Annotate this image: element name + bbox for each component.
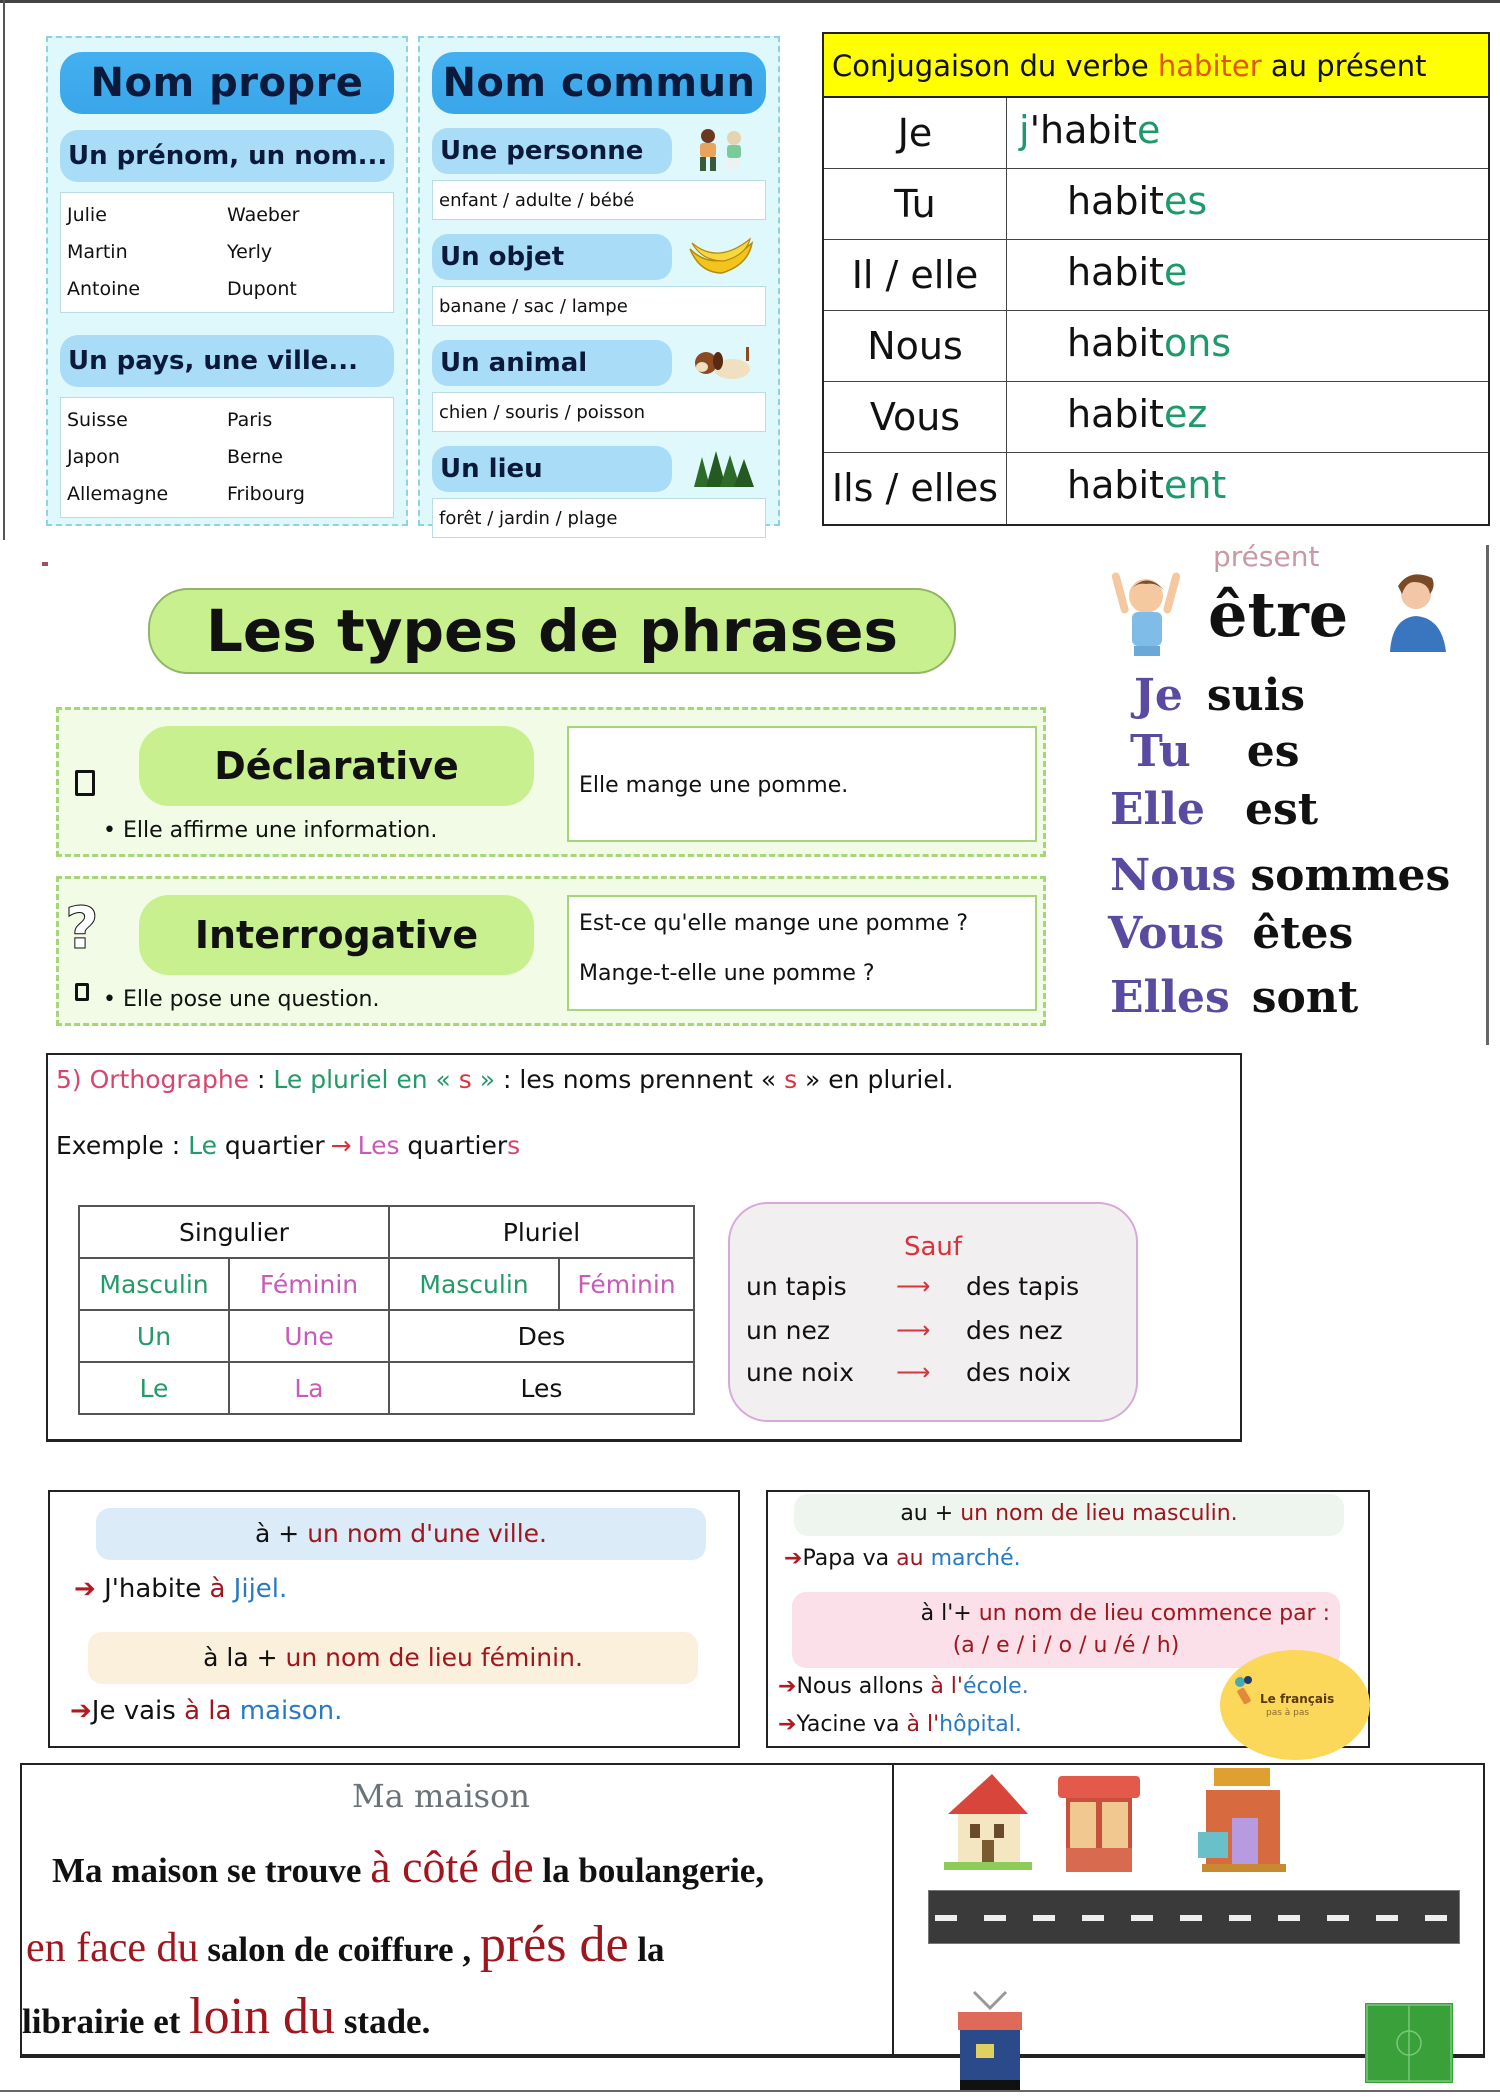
hair-salon-icon (954, 1990, 1026, 2094)
road (928, 1890, 1460, 1944)
table-header: Singulier (79, 1206, 389, 1258)
stray-mark (42, 562, 48, 566)
list-item: Berne (227, 446, 283, 468)
boy-icon (1112, 562, 1182, 662)
phrase-type-definition: • Elle affirme une information. (103, 818, 438, 843)
etre-row: Vous êtes (1108, 908, 1354, 959)
library-icon (1198, 1768, 1288, 1872)
phrase-type-declarative (56, 707, 1046, 857)
frame-left-border (3, 0, 5, 540)
list-item: Fribourg (227, 483, 305, 505)
stadium-icon (1365, 2003, 1453, 2083)
conjugaison-row (824, 453, 1488, 524)
arrow-icon: ⟶ (896, 1272, 931, 1300)
list-item: Suisse (67, 409, 128, 431)
nom-commun-group (432, 446, 766, 492)
arrow-icon: ⟶ (896, 1358, 931, 1386)
types-phrases-title: Les types de phrases (148, 588, 956, 674)
exceptions-box (728, 1202, 1138, 1422)
nom-commun-examples: banane / sac / lampe (432, 286, 766, 326)
nom-propre-group-title: Un pays, une ville... (60, 335, 394, 387)
tense-label: présent (1213, 540, 1320, 573)
phrase-type-examples (567, 895, 1037, 1011)
house-icon (944, 1770, 1032, 1870)
frame-top-border (0, 0, 1500, 3)
verb-form: habite (1067, 250, 1188, 294)
list-item: Julie (67, 204, 107, 226)
etre-row: Tu es (1130, 726, 1300, 777)
table-cell: Un (79, 1310, 229, 1362)
arrow-icon: → (330, 1131, 352, 1160)
orthographe-rule: 5) Orthographe : Le pluriel en « s » : les noms prennent « s » en pluriel. (56, 1065, 954, 1094)
dog-icon (686, 340, 756, 386)
nom-propre-title: Nom propre (60, 52, 394, 114)
man-icon (1384, 564, 1450, 654)
etre-row: Elle est (1110, 784, 1319, 835)
prepositions-left (48, 1490, 740, 1748)
page-bottom-border (0, 2090, 1500, 2092)
arrow-icon: ➔ (70, 1696, 92, 1726)
nom-commun-group-title: Un animal (432, 340, 672, 386)
table-subheader: Féminin (229, 1258, 389, 1310)
conjugaison-title: Conjugaison du verbe habiter au présent (824, 34, 1488, 98)
list-item: Allemagne (67, 483, 169, 505)
etre-conjugation (1108, 540, 1468, 1030)
list-item: Yerly (227, 241, 273, 263)
paragraph-line: librairie et loin du stade. (22, 1988, 431, 2045)
arrow-icon: ➔ (778, 1674, 797, 1699)
nom-commun-card (418, 36, 780, 529)
arrow-icon: ➔ (778, 1712, 797, 1737)
table-cell: Les (389, 1362, 694, 1414)
nom-commun-group (432, 234, 766, 280)
pencil-icon (1234, 1676, 1256, 1706)
book-icon (75, 983, 89, 1001)
ma-maison-title: Ma maison (352, 1777, 530, 1815)
divider (1486, 545, 1489, 1045)
example-line: ➔Je vais à la maison. (70, 1696, 343, 1726)
verb-form: j'habite (1019, 108, 1161, 152)
table-subheader: Masculin (389, 1258, 559, 1310)
list-item: Japon (67, 446, 120, 468)
nom-commun-examples: chien / souris / poisson (432, 392, 766, 432)
nom-commun-group (432, 128, 766, 174)
exception-row: une noix ⟶ des noix (746, 1358, 1072, 1387)
conjugaison-row (824, 382, 1488, 453)
list-item: Waeber (227, 204, 300, 226)
table-cell: Une (229, 1310, 389, 1362)
pronoun: Tu (824, 169, 1007, 239)
table-cell: La (229, 1362, 389, 1414)
verb-title: être (1208, 578, 1349, 651)
arrow-icon: ⟶ (896, 1316, 931, 1344)
book-icon (75, 770, 95, 796)
paragraph-line: en face du salon de coiffure , prés de la (26, 1916, 665, 1973)
example-line: ➔Papa va au marché. (784, 1546, 1021, 1571)
question-mark-icon: ? (65, 894, 99, 962)
bakery-icon (1058, 1772, 1140, 1872)
example-line: ➔Nous allons à l'école. (778, 1674, 1029, 1699)
verb-form: habites (1067, 179, 1208, 223)
nom-propre-card (46, 36, 408, 526)
pronoun: Vous (824, 382, 1007, 452)
conjugaison-row (824, 240, 1488, 311)
phrase-type-example: Elle mange une pomme. (567, 726, 1037, 842)
phrase-type-example: Est-ce qu'elle mange une pomme ? (579, 911, 969, 936)
arrow-icon: ➔ (74, 1574, 96, 1604)
nom-commun-group (432, 340, 766, 386)
arrow-icon: ➔ (784, 1546, 803, 1571)
verb-highlight: habiter (1157, 49, 1262, 83)
pronoun: Je (824, 98, 1007, 168)
example-line: ➔Yacine va à l'hôpital. (778, 1712, 1022, 1737)
pronoun: Ils / elles (824, 453, 1007, 524)
example-line: ➔ J'habite à Jijel. (74, 1574, 288, 1604)
children-icon (686, 128, 756, 174)
phrase-type-interrogative (56, 876, 1046, 1026)
conjugaison-habiter-table (822, 32, 1490, 526)
divider (892, 1765, 894, 2054)
list-item: Paris (227, 409, 273, 431)
table-subheader: Féminin (559, 1258, 694, 1310)
pronoun: Nous (824, 311, 1007, 381)
etre-row: Je suis (1134, 670, 1306, 721)
nom-commun-group-title: Un lieu (432, 446, 672, 492)
verb-form: habitons (1067, 321, 1232, 365)
le-francais-logo: Le français pas à pas (1220, 1650, 1370, 1760)
rule-a-l: à l'+ un nom de lieu commence par : (a / e / i / o / u /é / h) (792, 1592, 1340, 1668)
table-header: Pluriel (389, 1206, 694, 1258)
nom-commun-group-title: Un objet (432, 234, 672, 280)
nom-commun-title: Nom commun (432, 52, 766, 114)
verb-form: habitez (1067, 392, 1208, 436)
list-item: Dupont (227, 278, 297, 300)
nom-propre-list (60, 397, 394, 518)
verb-form: habitent (1067, 463, 1227, 507)
nom-commun-examples: enfant / adulte / bébé (432, 180, 766, 220)
etre-row: Elles sont (1110, 972, 1359, 1023)
conjugaison-row (824, 311, 1488, 382)
rule-au: au + un nom de lieu masculin. (794, 1494, 1344, 1536)
paragraph-line: Ma maison se trouve à côté de la boulangerie, (52, 1841, 765, 1892)
phrase-type-name: Interrogative (139, 895, 534, 975)
forest-icon (686, 446, 756, 492)
articles-table (78, 1205, 695, 1415)
table-cell: Des (389, 1310, 694, 1362)
nom-propre-group-title: Un prénom, un nom... (60, 130, 394, 182)
rule-a-la: à la + un nom de lieu féminin. (88, 1632, 698, 1684)
phrase-type-definition: • Elle pose une question. (103, 987, 380, 1012)
phrase-type-name: Déclarative (139, 726, 534, 806)
orthographe-example: Exemple : Le quartier → Les quartiers (56, 1131, 521, 1160)
pronoun: Il / elle (824, 240, 1007, 310)
table-subheader: Masculin (79, 1258, 229, 1310)
conjugaison-row (824, 98, 1488, 169)
orthographe-section (46, 1053, 1242, 1442)
etre-row: Nous sommes (1110, 850, 1451, 901)
exception-row: un tapis ⟶ des tapis (746, 1272, 1080, 1301)
nom-commun-group-title: Une personne (432, 128, 672, 174)
list-item: Martin (67, 241, 128, 263)
table-cell: Le (79, 1362, 229, 1414)
nom-propre-list (60, 192, 394, 313)
phrase-type-example: Mange-t-elle une pomme ? (579, 961, 875, 986)
conjugaison-row (824, 169, 1488, 240)
exceptions-title: Sauf (903, 1232, 963, 1262)
nom-commun-examples: forêt / jardin / plage (432, 498, 766, 538)
rule-a-ville: à + un nom d'une ville. (96, 1508, 706, 1560)
banana-icon (686, 234, 756, 280)
exception-row: un nez ⟶ des nez (746, 1316, 1063, 1345)
list-item: Antoine (67, 278, 141, 300)
